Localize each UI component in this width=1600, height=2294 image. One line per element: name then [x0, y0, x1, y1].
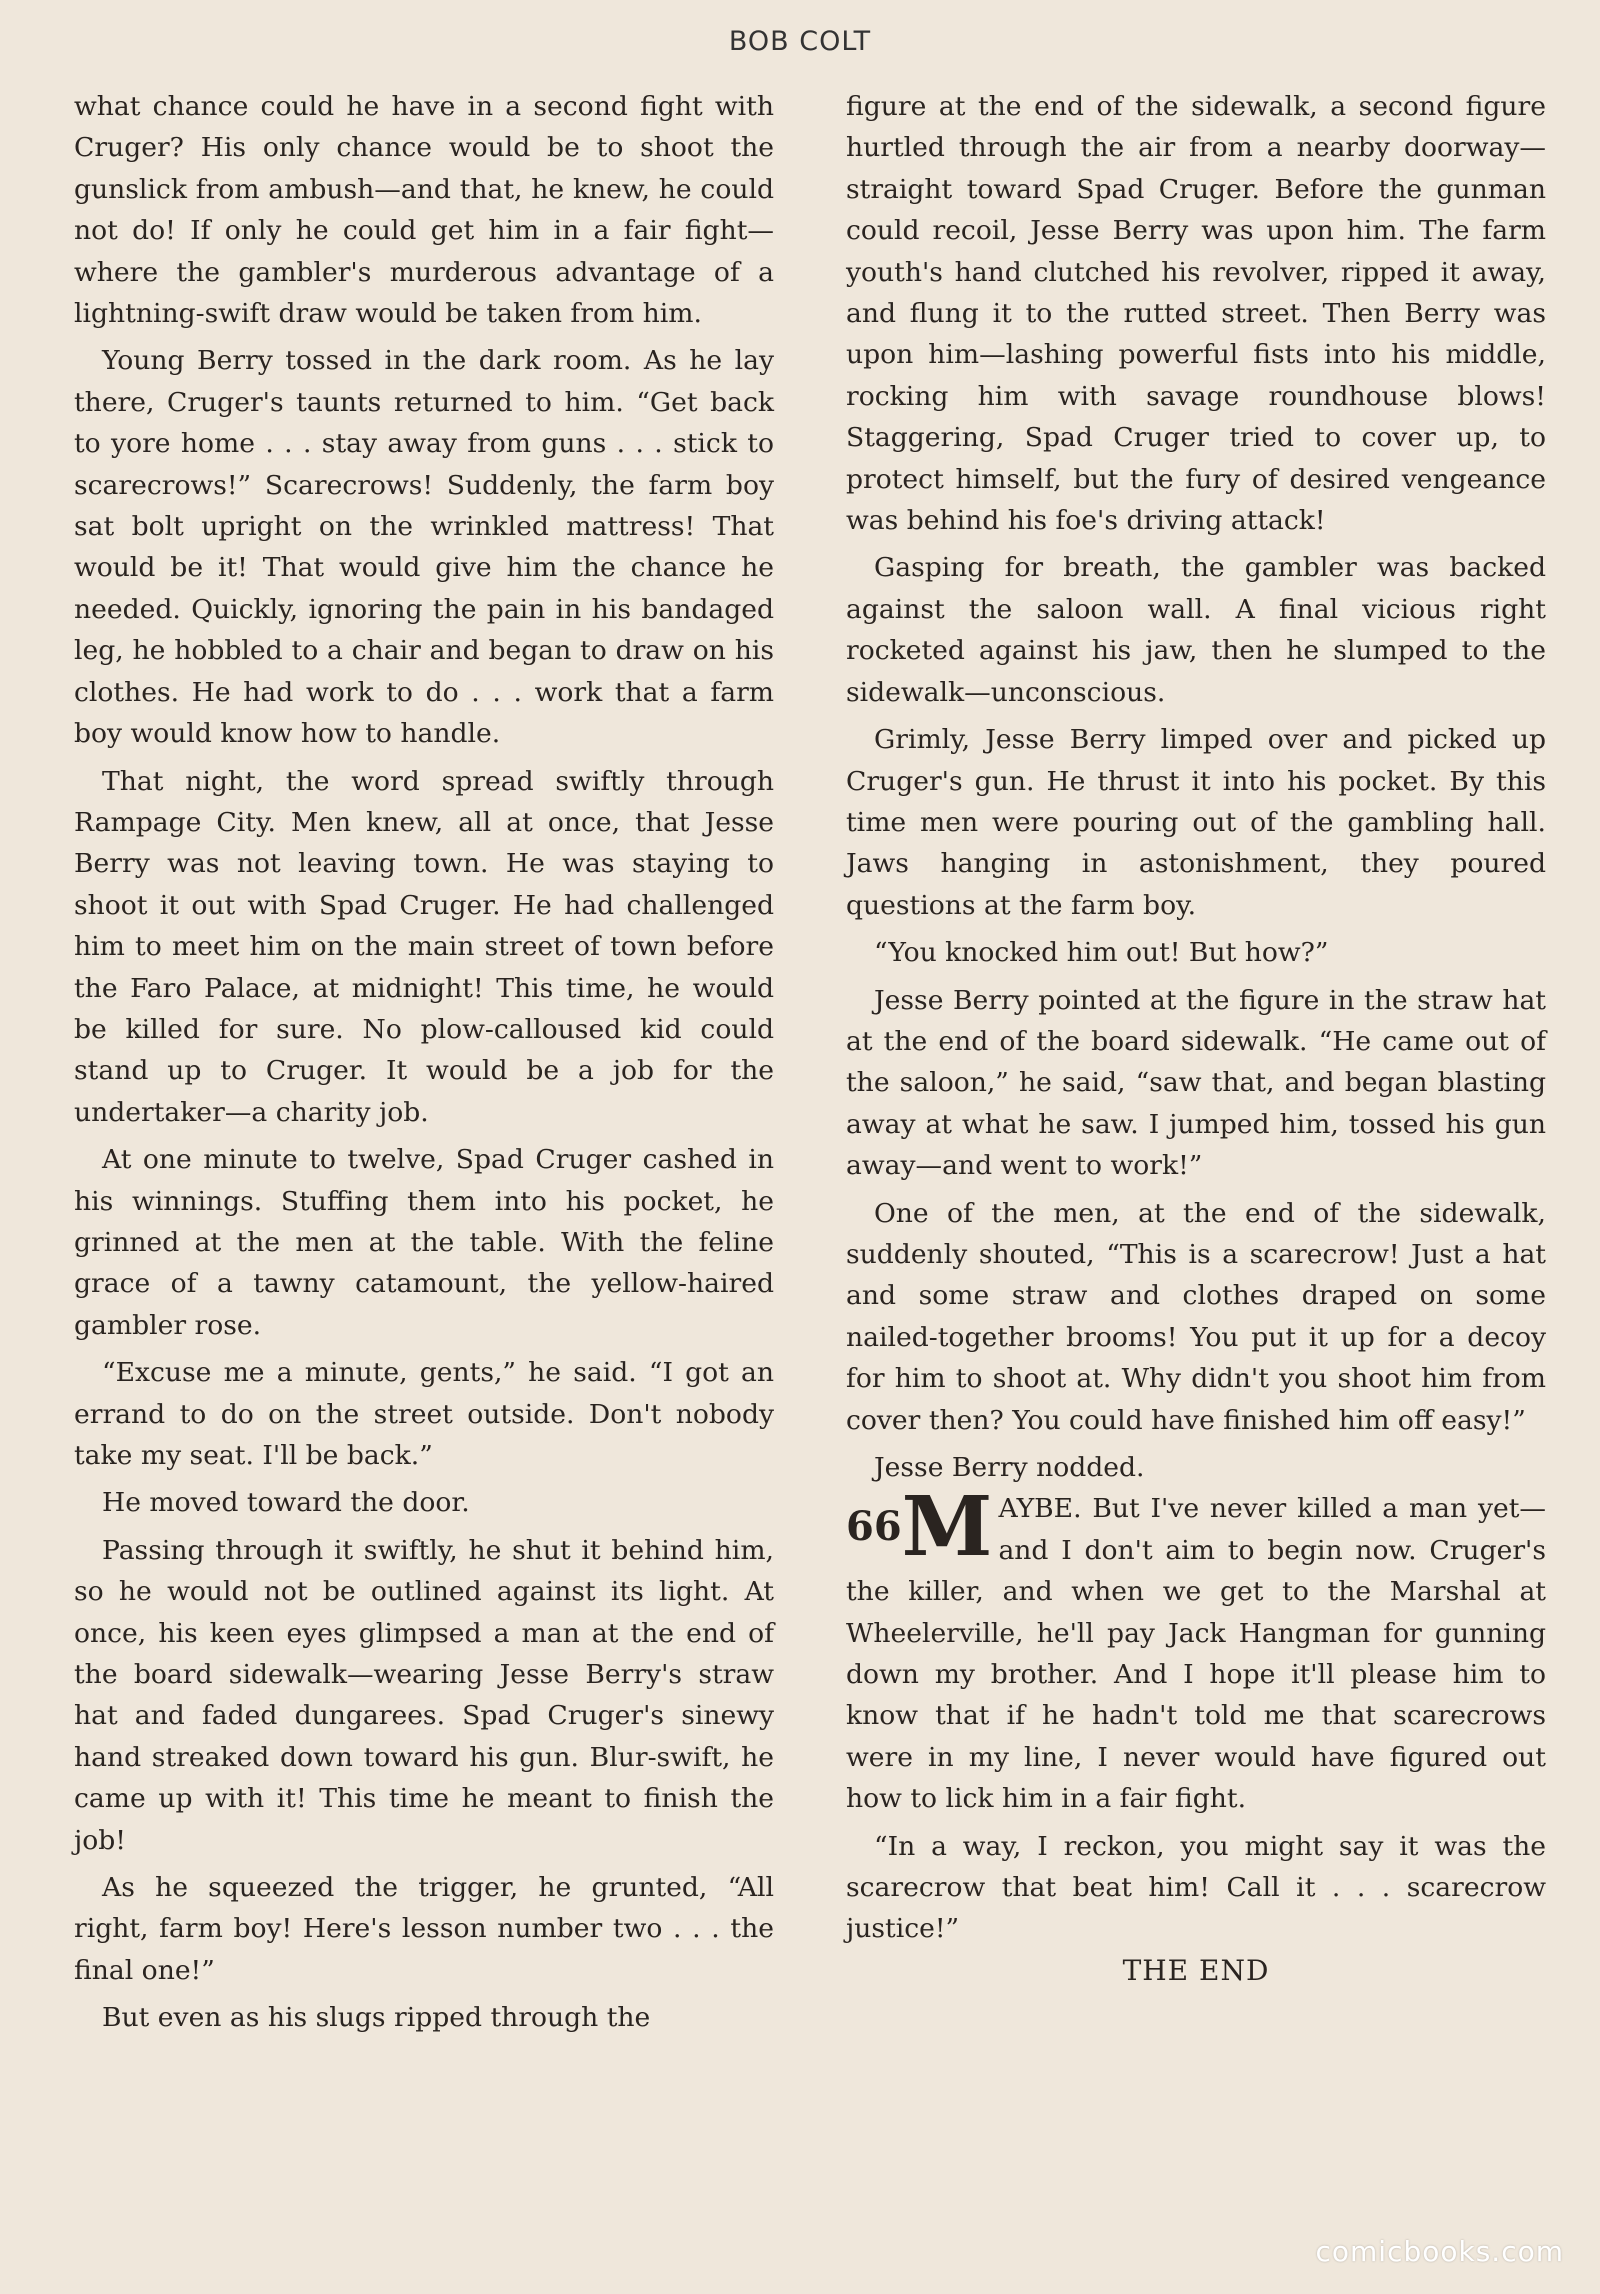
paragraph: But even as his slugs ripped through the	[102, 2002, 651, 2034]
paragraph: Grimly, Jesse Berry limped over and picked up Cruger's gun. He thrust it into his pocket. By this time men were pouring out of the gambling hall. Jaws hanging in astonishment, they poured questions at the farm boy.	[846, 724, 1546, 921]
dropcap-paragraph	[846, 1479, 1546, 1819]
paragraph: figure at the end of the sidewalk, a second figure hurtled through the air from a nearby doorway—straight toward Spad Cruger. Before the gunman could recoil, Jesse Berry was upon him. The farm youth's hand clutched his revolver, ripped it away, and flung it to the rutted street. Then Berry was upon him—lashing powerful fists into his middle, rocking him with savage roundhouse blows! Staggering, Spad Cruger tried to cover up, to protect himself, but the fury of desired vengeance was behind his foe's driving attack!	[846, 91, 1546, 537]
drop-cap-letter: M	[901, 1479, 993, 1576]
paragraph: “Excuse me a minute, gents,” he said. “I got an errand to do on the street outside. Don't nobody take my seat. I'll be back.”	[74, 1357, 774, 1471]
right-column	[846, 86, 1546, 1991]
paragraph: Young Berry tossed in the dark room. As he lay there, Cruger's taunts returned to him. “Get back to yore home . . . stay away from guns . . . stick to scarecrows!” Scarecrows! Suddenly, the farm boy sat bolt upright on the wrinkled mattress! That would be it! That would give him the chance he needed. Quickly, ignoring the pain in his bandaged leg, he hobbled to a chair and began to draw on his clothes. He had work to do . . . work that a farm boy would know how to handle.	[74, 345, 774, 750]
paragraph: Jesse Berry pointed at the figure in the straw hat at the end of the board sidewalk. “He came out of the saloon,” he said, “saw that, and began blasting away at what he saw. I jumped him, tossed his gun away—and went to work!”	[846, 984, 1546, 1182]
paragraph: One of the men, at the end of the sidewalk, suddenly shouted, “This is a scarecrow! Just a hat and some straw and clothes draped on some nailed-together brooms! You put it up for a decoy for him to shoot at. Why didn't you shoot him from cover then? You could have finished him off easy!”	[846, 1197, 1546, 1436]
the-end: THE END	[1122, 1953, 1270, 1987]
paragraph: As he squeezed the trigger, he grunted, “All right, farm boy! Here's lesson number two . . . the final one!”	[74, 1872, 774, 1986]
paragraph: “In a way, I reckon, you might say it was the scarecrow that beat him! Call it . . . scarecrow justice!”	[846, 1830, 1546, 1945]
dropcap-text: AYBE. But I've never killed a man yet—and I don't aim to begin now. Cruger's the killer, and when we get to the Marshal at Wheelerville, he'll pay Jack Hangman for gunning down my brother. And I hope it'll please him to know that if he hadn't told me that scarecrows were in my line, I never would have figured out how to lick him in a fair fight.	[846, 1493, 1546, 1815]
paragraph: He moved toward the door.	[102, 1487, 470, 1519]
left-column	[74, 86, 774, 2039]
drop-cap	[846, 1479, 993, 1576]
paragraph: That night, the word spread swiftly through Rampage City. Men knew, all at once, that Jesse Berry was not leaving town. He was staying to shoot it out with Spad Cruger. He had challenged him to meet him on the main street of town before the Faro Palace, at midnight! This time, he would be killed for sure. No plow-calloused kid could stand up to Cruger. It would be a job for the undertaker—a charity job.	[74, 765, 774, 1128]
paragraph: “You knocked him out! But how?”	[874, 937, 1329, 969]
paragraph: Passing through it swiftly, he shut it behind him, so he would not be outlined against its light. At once, his keen eyes glimpsed a man at the end of the board sidewalk—wearing Jesse Berry's straw hat and faded dungarees. Spad Cruger's sinewy hand streaked down toward his gun. Blur-swift, he came up with it! This time he meant to finish the job!	[74, 1534, 774, 1856]
watermark: comicbooks.com	[1315, 2235, 1564, 2268]
paragraph: At one minute to twelve, Spad Cruger cashed in his winnings. Stuffing them into his pocket, he grinned at the men at the table. With the feline grace of a tawny catamount, the yellow-haired gambler rose.	[74, 1144, 774, 1341]
paragraph: what chance could he have in a second fight with Cruger? His only chance would be to shoot the gunslick from ambush—and that, he knew, he could not do! If only he could get him in a fair fight—where the gambler's murderous advantage of a lightning-swift draw would be taken from him.	[74, 91, 774, 330]
paragraph: Gasping for breath, the gambler was backed against the saloon wall. A final vicious right rocketed against his jaw, then he slumped to the sidewalk—unconscious.	[846, 552, 1546, 708]
paragraph: Jesse Berry nodded.	[874, 1452, 1145, 1483]
page-header: BOB COLT	[728, 26, 872, 57]
quote-mark: 66	[846, 1503, 902, 1551]
